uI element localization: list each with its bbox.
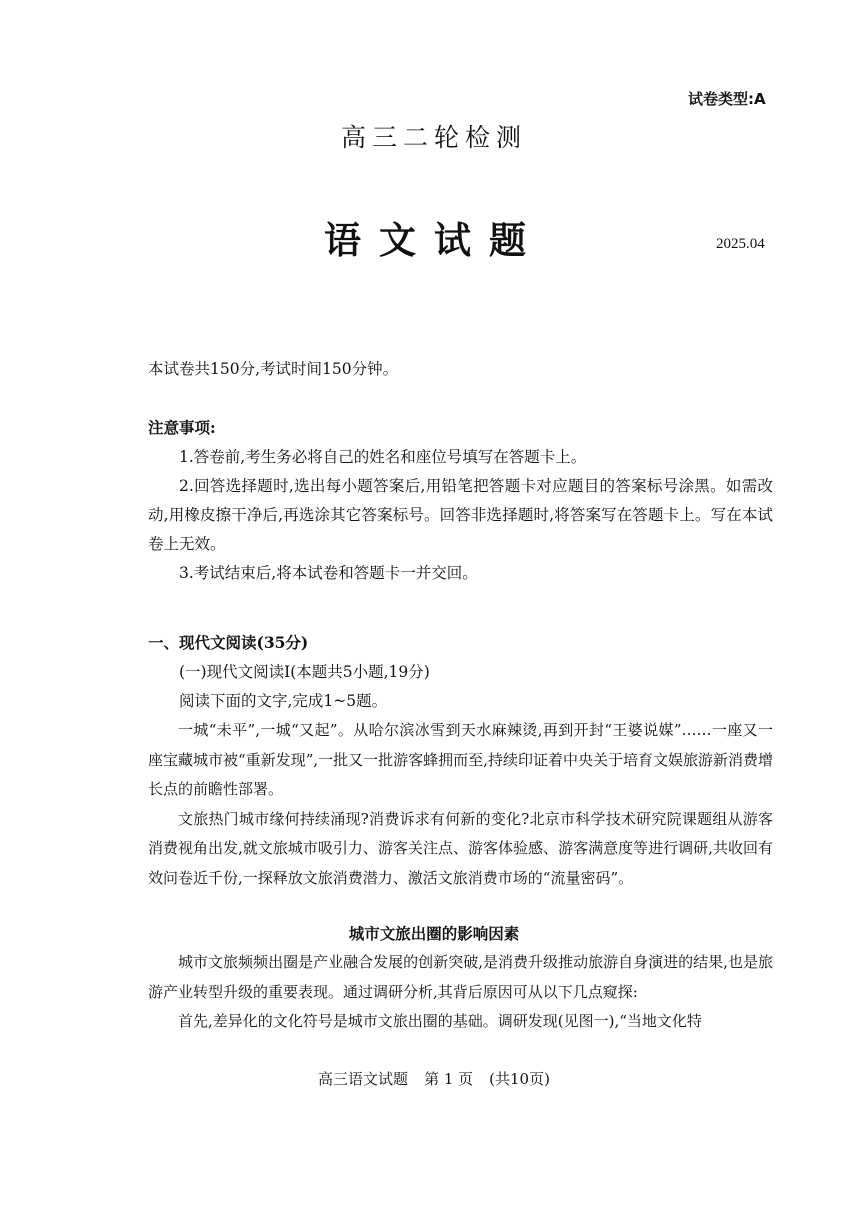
notice-item: 2.回答选择题时,选出每小题答案后,用铅笔把答题卡对应题目的答案标号涂黑。如需改动,用橡皮擦干净后,再选涂其它答案标号。回答非选择题时,将答案写在答题卡上。写在本试卷上无效。 bbox=[148, 477, 773, 553]
footer-page-number: 第 1 页 bbox=[424, 1070, 474, 1088]
notice-item: 1.答卷前,考生务必将自己的姓名和座位号填写在答题卡上。 bbox=[179, 448, 587, 466]
notice-list bbox=[148, 443, 773, 588]
article-paragraph: 城市文旅频频出圈是产业融合发展的创新突破,是消费升级推动旅游自身演进的结果,也是旅游产业转型升级的重要表现。通过调研分析,其背后原因可从以下几点窥探: bbox=[148, 953, 773, 1001]
article-body bbox=[148, 948, 773, 1037]
reading-instruction: 阅读下面的文字,完成1~5题。 bbox=[179, 692, 388, 710]
section-heading: 一、现代文阅读(35分) bbox=[148, 633, 309, 652]
article-paragraph: 首先,差异化的文化符号是城市文旅出圈的基础。调研发现(见图一),“当地文化特 bbox=[178, 1012, 702, 1030]
exam-date: 2025.04 bbox=[716, 236, 765, 252]
page-footer bbox=[0, 1068, 868, 1089]
exam-subtitle: 高三二轮检测 bbox=[340, 123, 527, 152]
footer-exam-name: 高三语文试题 bbox=[318, 1070, 409, 1088]
notice-item: 3.考试结束后,将本试卷和答题卡一并交回。 bbox=[179, 564, 478, 582]
notice-heading: 注意事项: bbox=[148, 418, 216, 437]
passage-paragraph: 文旅热门城市缘何持续涌现?消费诉求有何新的变化?北京市科学技术研究院课题组从游客消费视角出发,就文旅城市吸引力、游客关注点、游客体验感、游客满意度等进行调研,共收回有效问卷近千份,一探释放文旅消费潜力、激活文旅消费市场的“流量密码”。 bbox=[148, 809, 773, 887]
exam-intro: 本试卷共150分,考试时间150分钟。 bbox=[148, 360, 399, 378]
exam-title: 语文试题 bbox=[324, 218, 544, 262]
passage-paragraph: 一城“未平”,一城“又起”。从哈尔滨冰雪到天水麻辣烫,再到开封“王婆说媒”……一座又一座宝藏城市被“重新发现”,一批又一批游客蜂拥而至,持续印证着中央关于培育文娱旅游新消费增长点的前瞻性部署。 bbox=[148, 721, 773, 798]
article-title: 城市文旅出圈的影响因素 bbox=[348, 924, 520, 943]
footer-total-pages: (共10页) bbox=[489, 1070, 550, 1088]
section-subheading: (一)现代文阅读I(本题共5小题,19分) bbox=[179, 663, 430, 681]
paper-type-label: 试卷类型:A bbox=[688, 90, 766, 108]
reading-passage bbox=[148, 716, 773, 893]
